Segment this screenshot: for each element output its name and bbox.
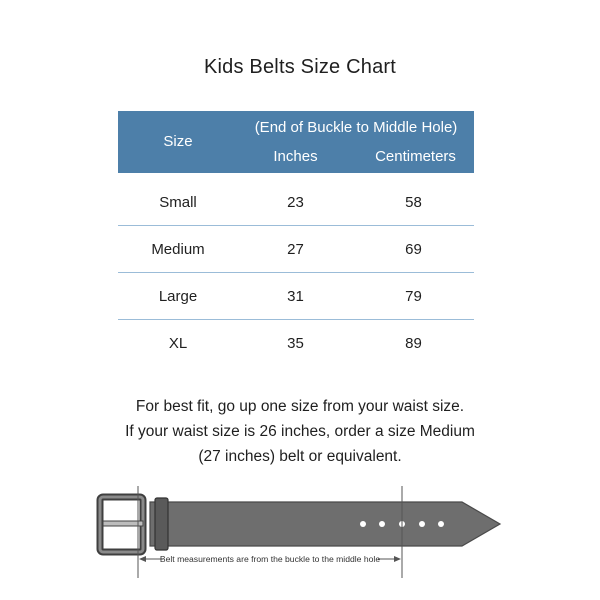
size-chart-table <box>118 111 474 366</box>
belt-strap <box>150 502 500 546</box>
table-row <box>118 320 474 366</box>
cell-inches: 27 <box>287 240 304 258</box>
arrow-left-icon <box>139 556 146 562</box>
belt-hole <box>360 521 366 527</box>
header-measurement: (End of Buckle to Middle Hole) <box>254 119 458 136</box>
cell-size: XL <box>168 334 188 352</box>
table-body <box>118 179 474 366</box>
cell-centimeters: 58 <box>405 193 422 211</box>
table-row <box>118 273 474 320</box>
buckle-prong <box>103 521 143 526</box>
cell-centimeters: 89 <box>405 334 422 352</box>
cell-size: Small <box>159 193 197 211</box>
page-title: Kids Belts Size Chart <box>203 56 397 78</box>
belt-hole <box>379 521 385 527</box>
table-row <box>118 179 474 226</box>
fit-note-line: (27 inches) belt or equivalent. <box>198 448 402 465</box>
table-row <box>118 226 474 273</box>
header-size: Size <box>163 133 193 150</box>
measurement-caption: Belt measurements are from the buckle to the middle hole <box>159 554 381 564</box>
table-header <box>118 111 474 173</box>
cell-inches: 31 <box>287 287 304 305</box>
cell-size: Large <box>158 287 198 305</box>
header-inches: Inches <box>273 148 318 165</box>
fit-note <box>0 394 600 469</box>
cell-size: Medium <box>151 240 205 258</box>
cell-centimeters: 69 <box>405 240 422 258</box>
belt-keeper <box>155 498 168 550</box>
cell-inches: 35 <box>287 334 304 352</box>
cell-inches: 23 <box>287 193 304 211</box>
arrow-right-icon <box>394 556 401 562</box>
belt-hole <box>438 521 444 527</box>
fit-note-line: If your waist size is 26 inches, order a size Medium <box>125 423 475 440</box>
belt-hole <box>419 521 425 527</box>
belt-diagram <box>0 480 600 580</box>
header-centimeters: Centimeters <box>375 148 456 165</box>
cell-centimeters: 79 <box>405 287 422 305</box>
fit-note-line: For best fit, go up one size from your waist size. <box>135 398 465 415</box>
